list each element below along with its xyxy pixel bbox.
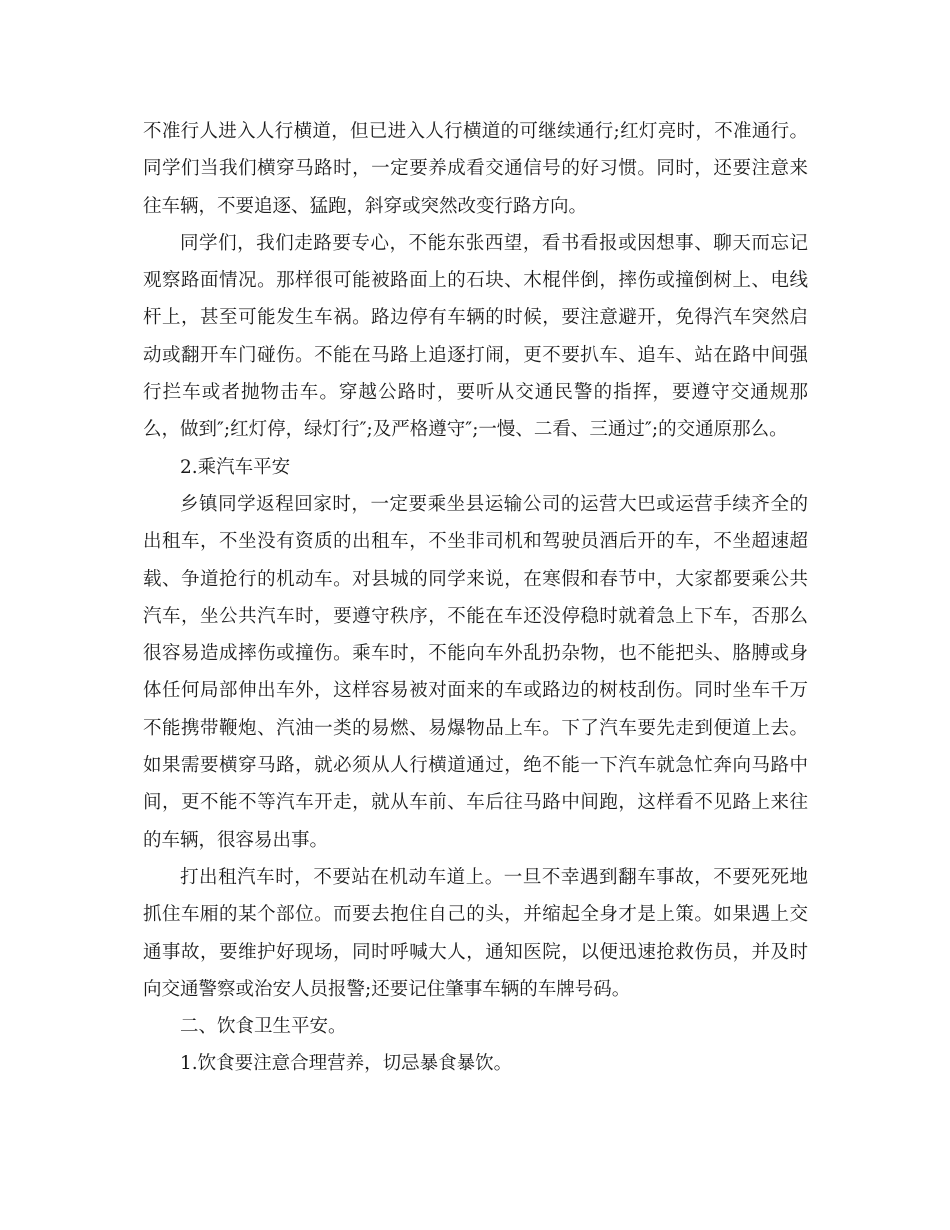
paragraph: 打出租汽车时，不要站在机动车道上。一旦不幸遇到翻车事故，不要死死地抓住车厢的某个部位。而要去抱住自己的头，并缩起全身才是上策。如果遇上交通事故，要维护好现场，同时呼喊大人，通知医院，以便迅速抢救伤员，并及时向交通警察或治安人员报警;还要记住肇事车辆的车牌号码。 [143,866,808,1000]
paragraph: 同学们，我们走路要专心，不能东张西望，看书看报或因想事、聊天而忘记观察路面情况。那样很可能被路面上的石块、木棍伴倒，摔伤或撞倒树上、电线杆上，甚至可能发生车祸。路边停有车辆的时候，要注意避开，免得汽车突然启动或翻开车门碰伤。不能在马路上追逐打闹，更不要扒车、追车、站在路中间强行拦车或者抛物击车。穿越公路时，要听从交通民警的指挥，要遵守交通规那么，做到″;红灯停，绿灯行″;及严格遵守″;一慢、二看、三通过″;的交通原那么。 [143,232,808,441]
section-heading: 1.饮食要注意合理营养，切忌暴食暴饮。 [180,1053,513,1075]
paragraph: 不准行人进入人行横道，但已进入人行横道的可继续通行;红灯亮时，不准通行。同学们当我们横穿马路时，一定要养成看交通信号的好习惯。同时，还要注意来往车辆，不要追逐、猛跑，斜穿或突然改变行路方向。 [143,121,808,217]
document-body [143,113,808,1083]
paragraph: 乡镇同学返程回家时，一定要乘坐县运输公司的运营大巴或运营手续齐全的出租车，不坐没有资质的出租车，不坐非司机和驾驶员酒后开的车，不坐超速超载、争道抢行的机动车。对县城的同学来说，在寒假和春节中，大家都要乘公共汽车，坐公共汽车时，要遵守秩序，不能在车还没停稳时就着急上下车，否那么很容易造成摔伤或撞伤。乘车时，不能向车外乱扔杂物，也不能把头、胳膊或身体任何局部伸出车外，这样容易被对面来的车或路边的树枝刮伤。同时坐车千万不能携带鞭炮、汽油一类的易燃、易爆物品上车。下了汽车要先走到便道上去。如果需要横穿马路，就必须从人行横道通过，绝不能一下汽车就急忙奔向马路中间，更不能不等汽车开走，就从车前、车后往马路中间跑，这样看不见路上来往的车辆，很容易出事。 [143,493,808,851]
section-heading: 二、饮食卫生平安。 [180,1016,347,1038]
section-heading: 2.乘汽车平安 [180,456,291,478]
